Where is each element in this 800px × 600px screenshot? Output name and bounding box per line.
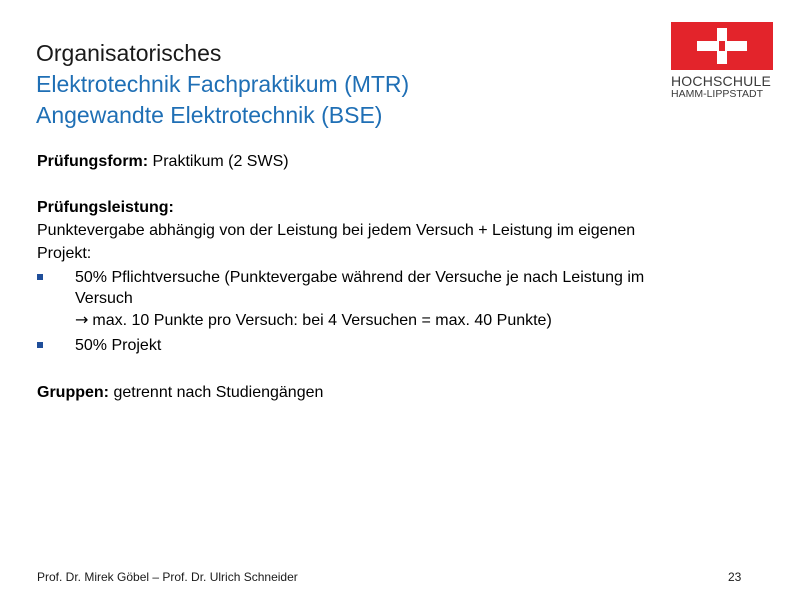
bullet-1-line-2: Versuch (75, 290, 133, 307)
bullet-2-line-1: 50% Projekt (75, 337, 162, 354)
logo-text-hochschule: HOCHSCHULE (671, 73, 772, 89)
pruefungsleistung-label: Prüfungsleistung: (37, 199, 174, 216)
arrow-right-icon: → (75, 310, 89, 329)
slide-content (37, 150, 757, 404)
square-bullet-icon (37, 342, 43, 348)
gruppen-line (37, 381, 757, 404)
cross-logo-icon (671, 22, 773, 70)
slide-title (36, 38, 409, 131)
pruefungsleistung-text-1: Punktevergabe abhängig von der Leistung bei jedem Versuch + Leistung im eigenen (37, 222, 636, 239)
pruefungsform-label: Prüfungsform: (37, 153, 149, 170)
pruefungsform-value: Praktikum (2 SWS) (148, 153, 289, 170)
pruefungsleistung-text-2: Projekt: (37, 245, 92, 262)
hochschule-logo (671, 22, 773, 104)
title-line-1: Organisatorisches (36, 40, 222, 66)
square-bullet-icon (37, 274, 43, 280)
pruefungsform-line (37, 150, 757, 173)
bullet-1-line-3 (75, 309, 757, 331)
list-item (37, 335, 757, 356)
gruppen-label: Gruppen: (37, 384, 109, 401)
page-number: 23 (728, 570, 742, 584)
title-line-2: Elektrotechnik Fachpraktikum (MTR) (36, 71, 410, 97)
title-line-3: Angewandte Elektrotechnik (BSE) (36, 102, 383, 128)
footer-authors: Prof. Dr. Mirek Göbel – Prof. Dr. Ulrich Schneider (37, 570, 298, 584)
bullet-1-line-1: 50% Pflichtversuche (Punktevergabe während der Versuche je nach Leistung im (75, 269, 645, 286)
gruppen-value: getrennt nach Studiengängen (109, 384, 324, 401)
logo-text-city: HAMM-LIPPSTADT (671, 88, 763, 100)
list-item (37, 267, 757, 331)
bullet-1-arrow-text: max. 10 Punkte pro Versuch: bei 4 Versuchen = max. 40 Punkte) (92, 312, 552, 329)
